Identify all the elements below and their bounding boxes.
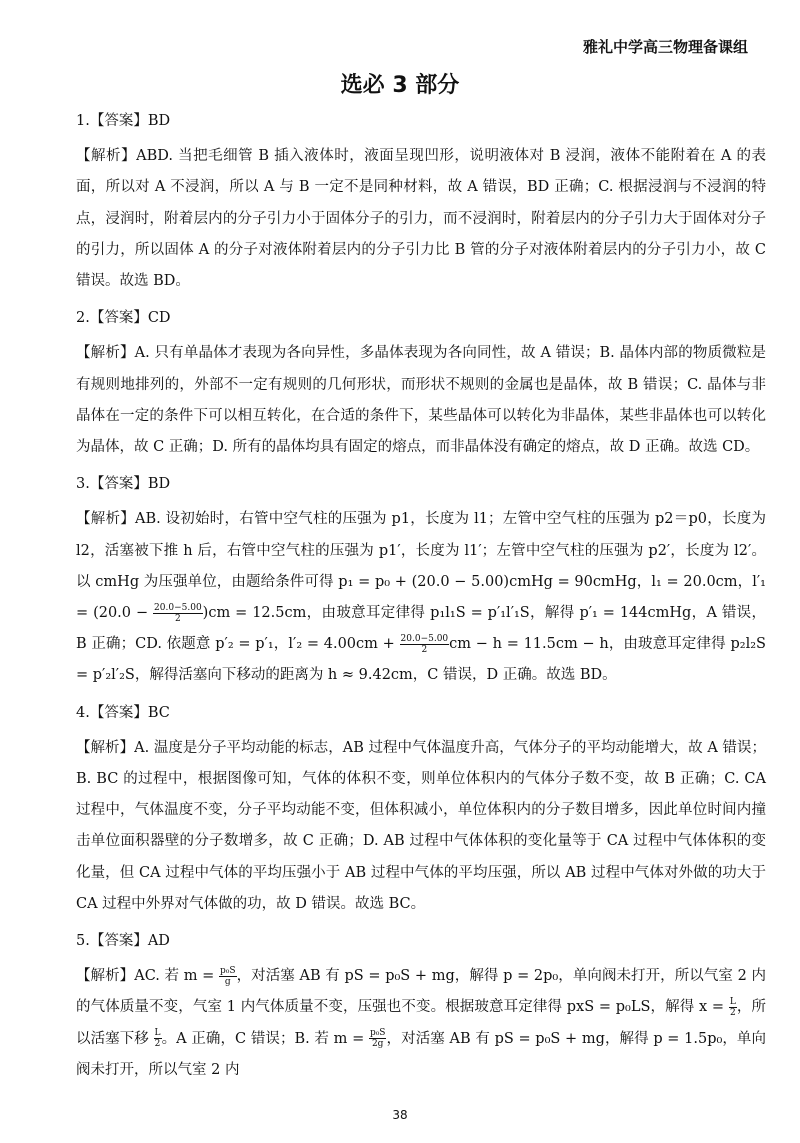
page-title: 选必 3 部分 (340, 73, 460, 98)
fraction: $\frac{20.0-5.00}{2}$ (154, 602, 202, 624)
answer-4: 4.【答案】BC (76, 704, 170, 721)
solution-content (76, 106, 766, 1092)
fraction: $\frac{\text{p₀S}}{g}$ (220, 965, 236, 987)
answer-3: 3.【答案】BD (76, 476, 171, 493)
fraction: $\frac{20.0-5.00}{2}$ (400, 633, 449, 655)
analysis-5-part-d: 。A 正确，C 错误；B. 若 m = (161, 1030, 365, 1047)
fraction: $\frac{\text{p₀S}}{2g}$ (369, 1028, 386, 1050)
analysis-3-part-a: 【解析】AB. 设初始时，右管中空气柱的压强为 p1，长度为 l1；左管中空气柱的压强为 p2＝p0，长度为 l2，活塞被下推 h 后，右管中空气柱的压强为 p1′，长度为 l1′；左管中空气柱的压强为 p2′，长度为 l2′。以 cmHg 为压强单位，由题给条件可得 p₁ = p₀ + (20.0 − 5.00)cmHg = 90cmHg，l₁ = 20.0cm，l′₁ = (20.0 − (76, 511, 766, 622)
analysis-5-part-c: ，所以活塞下移 (76, 999, 767, 1047)
analysis-3-part-b: )cm = 12.5cm，由玻意耳定律得 p₁l₁S = p′₁l′₁S，解得 p′₁ = 144cmHg，A 错误，B 正确；CD. 依题意 p′₂ = p′₁，l′₂ = 4.00cm + (76, 605, 766, 653)
answer-2: 2.【答案】CD (76, 310, 171, 327)
answer-1: 1.【答案】BD (76, 113, 171, 129)
analysis-5 (76, 961, 766, 1086)
fraction: $\frac{L}{2}$ (729, 996, 736, 1018)
analysis-5-part-e: ，对活塞 AB 有 pS = p₀S + mg，解得 p = 1.5p₀，单向阀未打开，所以气室 2 内 (76, 1030, 767, 1078)
analysis-5-part-a: 【解析】AC. 若 m = (76, 968, 215, 985)
analysis-3-part-c: cm − h = 11.5cm − h，由玻意耳定律得 p₂l₂S = p′₂l′₂S，解得活塞向下移动的距离为 h ≈ 9.42cm，C 错误，D 正确。故选 BD。 (76, 636, 766, 684)
answer-5: 5.【答案】AD (76, 933, 170, 950)
analysis-1: 【解析】ABD. 当把毛细管 B 插入液体时，液面呈现凹形，说明液体对 B 浸润，液体不能附着在 A 的表面，所以对 A 不浸润，所以 A 与 B 一定不是同种材料，故 A 错误，BD 正确；C. 根据浸润与不浸润的特点，浸润时，附着层内的分子引力小于固体分子的引力，而不浸润时，附着层内的分子引力大于固体对分子的引力，所以固体 A 的分子对液体附着层内的分子引力比 B 管的分子对液体附着层内的分子引力小，故 C 错误。故选 BD。 (76, 148, 766, 290)
analysis-4: 【解析】A. 温度是分子平均动能的标志，AB 过程中气体温度升高，气体分子的平均动能增大，故 A 错误；B. BC 的过程中，根据图像可知，气体的体积不变，则单位体积内的气体分子数不变，故 B 正确；C. CA 过程中，气体温度不变，分子平均动能不变，但体积减小，单位体积内的分子数目增多，因此单位时间内撞击单位面积器壁的分子数增多，故 C 正确；D. AB 过程中气体体积的变化量等于 CA 过程中气体体积的变化量，但 CA 过程中气体的平均压强小于 AB 过程中气体的平均压强，所以 AB 过程中气体对外做的功大于 CA 过程中外界对气体做的功，故 D 错误。故选 BC。 (76, 739, 766, 912)
analysis-2: 【解析】A. 只有单晶体才表现为各向异性，多晶体表现为各向同性，故 A 错误；B. 晶体内部的物质微粒是有规则地排列的，外部不一定有规则的几何形状，而形状不规则的金属也是晶体，故 B 错误；C. 晶体与非晶体在一定的条件下可以相互转化，在合适的条件下，某些晶体可以转化为非晶体，某些非晶体也可以转化为晶体，故 C 正确；D. 所有的晶体均具有固定的熔点，而非晶体没有确定的熔点，故 D 正确。故选 CD。 (76, 345, 766, 456)
fraction: $\frac{L}{2}$ (154, 1028, 161, 1050)
analysis-5-part-b: ，对活塞 AB 有 pS = p₀S + mg，解得 p = 2p₀，单向阀未打开，所以气室 2 内的气体质量不变，气室 1 内气体质量不变，压强也不变。根据玻意耳定律得 pxS = p₀LS，解得 x = (76, 968, 766, 1016)
page-number: 38 (392, 1108, 408, 1122)
header-school-group: 雅礼中学高三物理备课组 (582, 38, 748, 56)
analysis-3 (76, 504, 766, 691)
